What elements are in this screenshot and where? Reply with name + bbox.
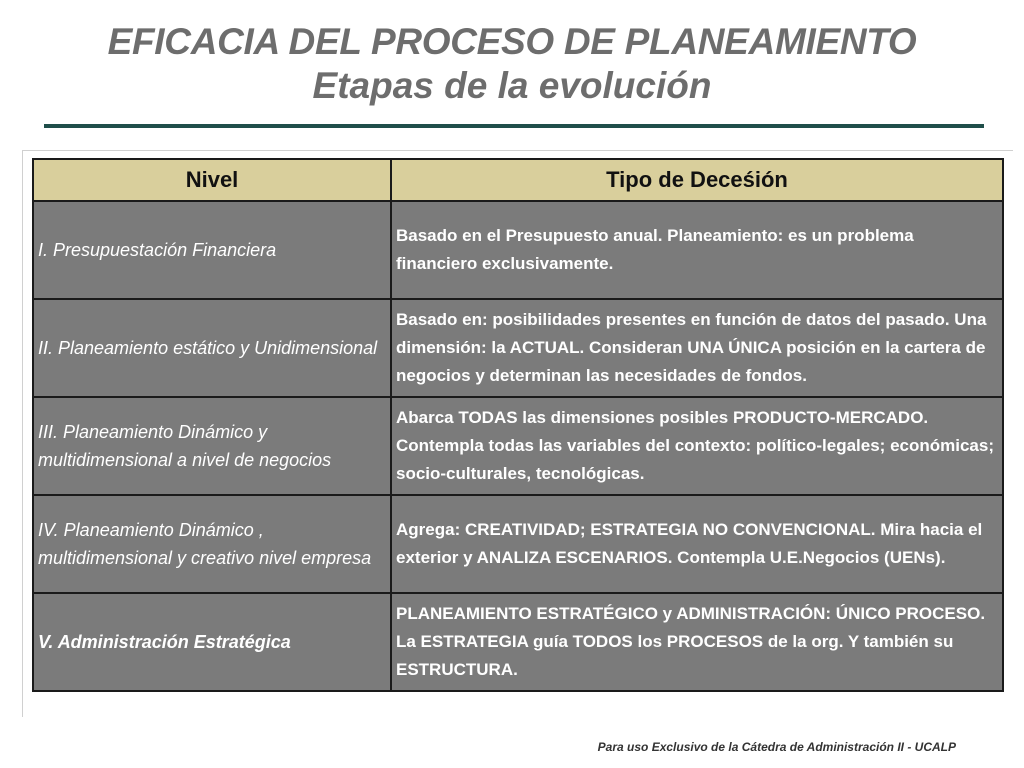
tipo-cell: Basado en el Presupuesto anual. Planeamiento: es un problema financiero exclusivamente. bbox=[391, 201, 1003, 299]
nivel-cell: II. Planeamiento estático y Unidimensional bbox=[33, 299, 391, 397]
title-subtitle: Etapas de la evolución bbox=[312, 65, 712, 106]
header-nivel: Nivel bbox=[33, 159, 391, 201]
nivel-cell: I. Presupuestación Financiera bbox=[33, 201, 391, 299]
tipo-cell: Abarca TODAS las dimensiones posibles PRODUCTO-MERCADO. Contempla todas las variables del contexto: político-legales; económicas; socio-culturales, tecnológicas. bbox=[391, 397, 1003, 495]
header-tipo-decision: Tipo de Deceśión bbox=[391, 159, 1003, 201]
nivel-cell: IV. Planeamiento Dinámico , multidimensional y creativo nivel empresa bbox=[33, 495, 391, 593]
table-row bbox=[33, 397, 1003, 495]
slide-title bbox=[0, 20, 1024, 108]
tipo-cell: Agrega: CREATIVIDAD; ESTRATEGIA NO CONVENCIONAL. Mira hacia el exterior y ANALIZA ESCENARIOS. Contempla U.E.Negocios (UENs). bbox=[391, 495, 1003, 593]
tipo-cell: PLANEAMIENTO ESTRATÉGICO y ADMINISTRACIÓN: ÚNICO PROCESO. La ESTRATEGIA guía TODOS los PROCESOS de la org. Y también su ESTRUCTURA. bbox=[391, 593, 1003, 691]
table-row bbox=[33, 593, 1003, 691]
nivel-cell: III. Planeamiento Dinámico y multidimensional a nivel de negocios bbox=[33, 397, 391, 495]
table-row bbox=[33, 201, 1003, 299]
evolution-table bbox=[32, 158, 1004, 692]
title-divider bbox=[44, 124, 984, 128]
footer-note: Para uso Exclusivo de la Cátedra de Administración II - UCALP bbox=[597, 740, 956, 754]
title-main: EFICACIA DEL PROCESO DE PLANEAMIENTO bbox=[107, 21, 917, 62]
table-row bbox=[33, 495, 1003, 593]
tipo-cell: Basado en: posibilidades presentes en función de datos del pasado. Una dimensión: la ACTUAL. Consideran UNA ÚNICA posición en la cartera de negocios y determinan las necesidades de fondos. bbox=[391, 299, 1003, 397]
table-row bbox=[33, 299, 1003, 397]
nivel-cell: V. Administración Estratégica bbox=[33, 593, 391, 691]
table-header-row bbox=[33, 159, 1003, 201]
